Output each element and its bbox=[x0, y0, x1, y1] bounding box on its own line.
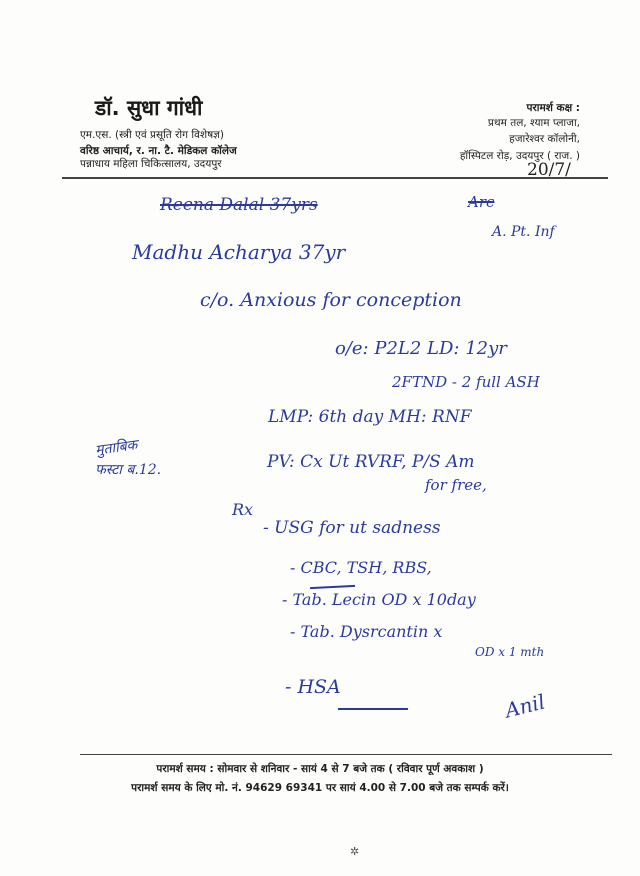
struck-extra-note: Arc bbox=[468, 193, 495, 211]
pv-exam-continued: for free, bbox=[425, 476, 487, 494]
lab-tests-underline bbox=[310, 585, 355, 589]
hospital-name: पन्नाधाय महिला चिकित्सालय, उदयपुर bbox=[80, 158, 222, 170]
rx-symbol: Rx bbox=[232, 500, 254, 519]
hsa-underline bbox=[338, 708, 408, 710]
obstetric-history: o/e: P2L2 LD: 12yr bbox=[335, 338, 507, 359]
rx-item-tablet-1: - Tab. Lecin OD x 10day bbox=[282, 590, 476, 609]
address-line-1: प्रथम तल, श्याम प्लाजा, bbox=[487, 117, 580, 129]
chief-complaint: c/o. Anxious for conception bbox=[200, 289, 462, 311]
doctor-designation: वरिष्ठ आचार्य, र. ना. टै. मेडिकल कॉलेज bbox=[80, 145, 237, 157]
date-handwritten: 20/7/ bbox=[527, 160, 571, 180]
rx-item-tablet-2: - Tab. Dysrcantin x bbox=[290, 622, 443, 641]
footer-contact: परामर्श समय के लिए मो. नं. 94629 69341 पर सायं 4.00 से 7.00 बजे तक सम्पर्क करें। bbox=[131, 782, 509, 794]
side-note-2: फस्टा ब.12. bbox=[95, 462, 162, 478]
footer-timings: परामर्श समय : सोमवार से शनिवार - सायं 4 से 7 बजे तक ( रविवार पूर्ण अवकाश ) bbox=[156, 763, 484, 775]
patient-name: Madhu Acharya 37yr bbox=[132, 240, 346, 264]
rx-item-usg: - USG for ut sadness bbox=[263, 518, 441, 538]
rx-item-tablet-2-dosage: OD x 1 mth bbox=[475, 645, 545, 659]
struck-patient-name: Reena Dalal 37yrs bbox=[160, 195, 318, 215]
address-line-2: हजारेश्वर कॉलोनी, bbox=[509, 133, 580, 145]
side-note-1: मुताबिक bbox=[94, 437, 139, 459]
aside-note: A. Pt. Inf bbox=[492, 224, 555, 240]
rx-item-lab-tests: - CBC, TSH, RBS, bbox=[290, 558, 432, 577]
rx-item-hsa: - HSA bbox=[285, 676, 341, 698]
doctor-name: डॉ. सुधा गांधी bbox=[95, 96, 203, 120]
address-title: परामर्श कक्ष : bbox=[526, 102, 580, 114]
doctor-signature: Anil bbox=[502, 689, 548, 723]
footer-divider bbox=[80, 754, 612, 755]
delivery-history: 2FTND - 2 full ASH bbox=[392, 373, 540, 391]
address-line-3: हॉस्पिटल रोड़, उदयपुर ( राज. ) bbox=[459, 150, 580, 162]
lmp-note: LMP: 6th day MH: RNF bbox=[268, 407, 472, 427]
ink-mark-icon: ✲ bbox=[350, 845, 360, 858]
doctor-qualification: एम.एस. (स्त्री एवं प्रसूति रोग विशेषज्ञ) bbox=[80, 129, 224, 141]
pv-exam-note: PV: Cx Ut RVRF, P/S Am bbox=[267, 452, 475, 472]
